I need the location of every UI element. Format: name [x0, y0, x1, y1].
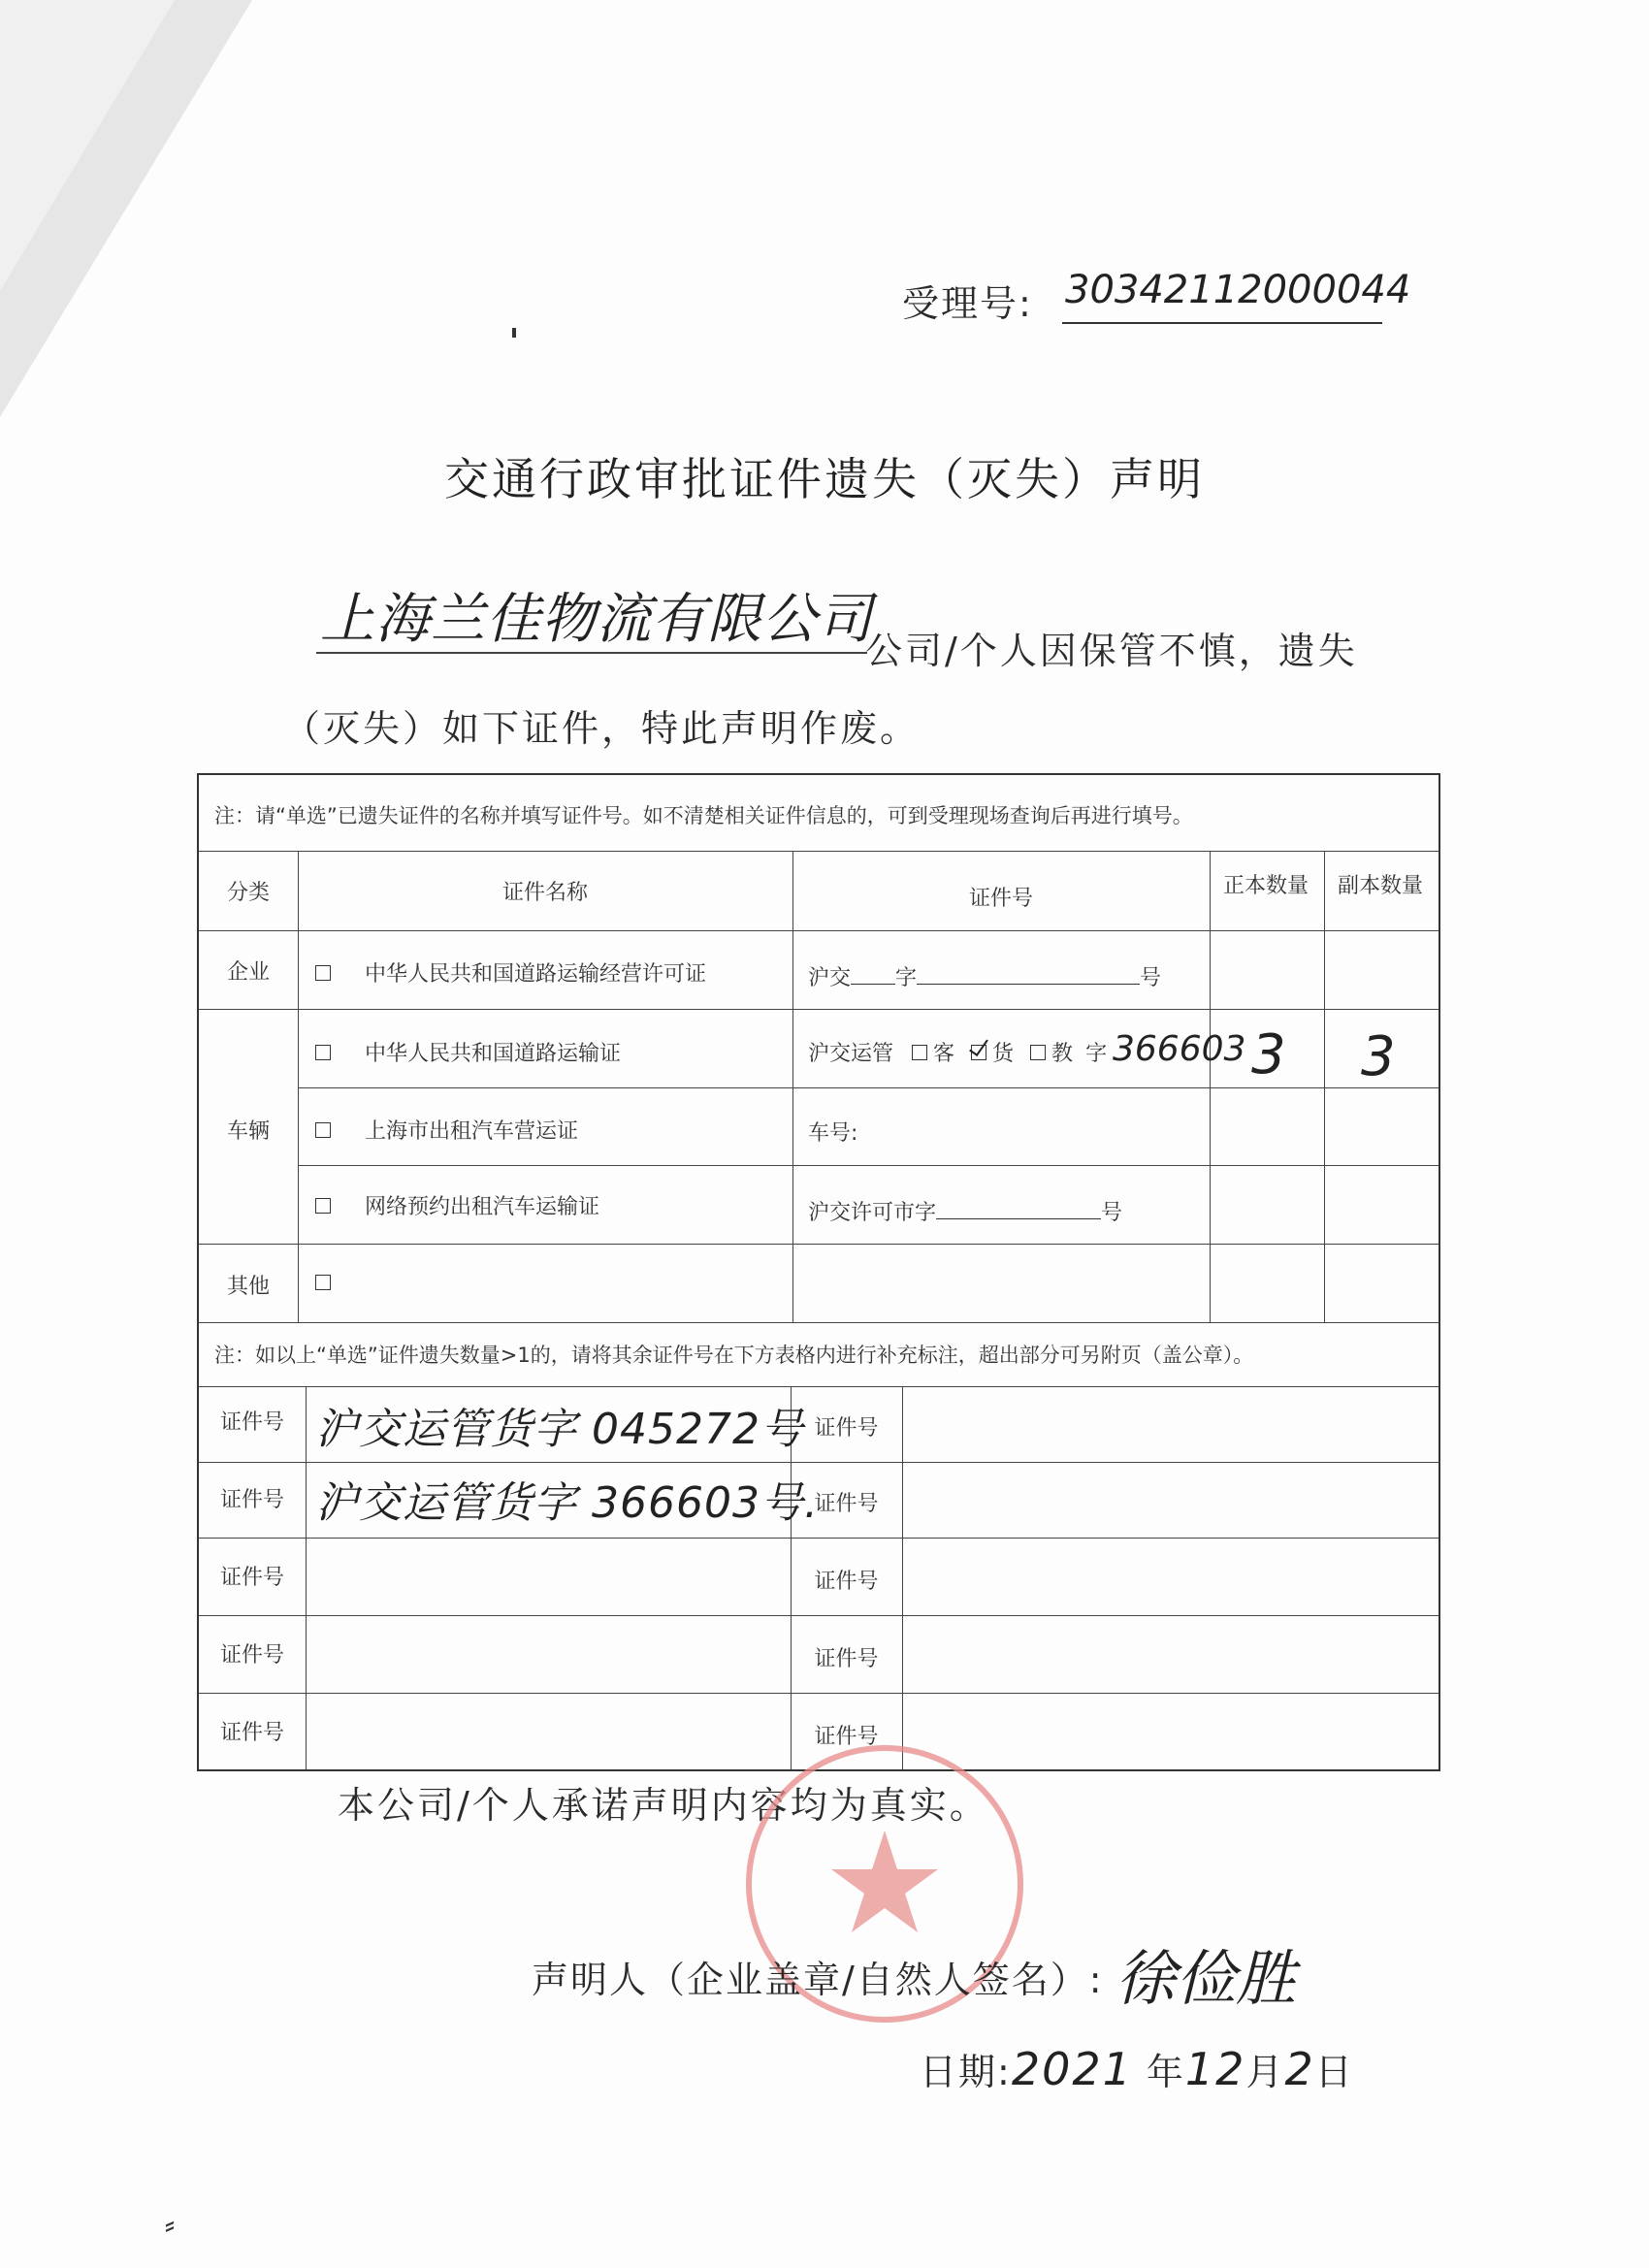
- header-copy-qty: 副本数量: [1337, 874, 1423, 898]
- note-bottom: 注：如以上“单选”证件遗失数量>1的，请将其余证件号在下方表格内进行补充标注，超出部分可另附页（盖公章）。: [214, 1344, 1254, 1367]
- vehicle-2-cert-number: 车号:: [808, 1121, 858, 1146]
- certificate-table: [197, 773, 1440, 1771]
- vehicle-1-original-qty: 3: [1251, 1023, 1286, 1086]
- note-top: 注：请“单选”已遗失证件的名称并填写证件号。如不清楚相关证件信息的，可到受理现场查询后再进行填号。: [214, 804, 1193, 827]
- date-line: 日期:2021 年12月2日: [920, 2043, 1354, 2095]
- extra-label-4a: 证件号: [219, 1643, 284, 1668]
- extra-label-1b: 证件号: [814, 1416, 879, 1441]
- category-other: 其他: [226, 1275, 270, 1299]
- acceptance-number: 30342112000044: [1065, 268, 1411, 312]
- freight-checkbox[interactable]: [971, 1045, 986, 1060]
- enterprise-cert-number: 沪交 字 号: [808, 966, 1162, 990]
- acceptance-underline: [1062, 322, 1382, 324]
- other-checkbox[interactable]: [315, 1275, 331, 1290]
- scan-mark: ⸗: [165, 2208, 175, 2242]
- company-name-handwritten: 上海兰佳物流有限公司: [320, 588, 873, 651]
- extra-label-2a: 证件号: [219, 1488, 284, 1512]
- extra-label-5b: 证件号: [814, 1725, 879, 1749]
- statement-line2: （灭失）如下证件，特此声明作废。: [283, 707, 921, 750]
- extra-entry-1: 沪交运管货字 045272号: [315, 1405, 804, 1454]
- extra-label-3a: 证件号: [219, 1566, 284, 1590]
- page-fold-shadow-inner: [0, 0, 175, 291]
- vehicle-1-checkbox[interactable]: [315, 1045, 331, 1060]
- vehicle-3-cert-name: 网络预约出租汽车运输证: [365, 1195, 600, 1219]
- extra-entry-2: 沪交运管货字 366603号.: [315, 1478, 819, 1528]
- extra-label-5a: 证件号: [219, 1721, 284, 1745]
- vehicle-3-cert-number: 沪交许可市字 号: [808, 1201, 1123, 1225]
- header-cert-name: 证件名称: [501, 881, 588, 905]
- date-year: 2021: [1011, 2043, 1133, 2095]
- enterprise-checkbox[interactable]: [315, 965, 331, 981]
- declarant-signature: 徐俭胜: [1116, 1943, 1297, 2014]
- vehicle-1-copy-qty: 3: [1361, 1025, 1396, 1088]
- category-vehicle: 车辆: [226, 1119, 270, 1144]
- other-cert-option[interactable]: [315, 1272, 337, 1296]
- enterprise-cert-option[interactable]: [315, 957, 706, 988]
- page-title: 交通行政审批证件遗失（灭失）声明: [444, 453, 1205, 505]
- passenger-checkbox[interactable]: [912, 1045, 927, 1060]
- vehicle-cert-option-3[interactable]: [315, 1190, 599, 1220]
- scan-speck: [512, 328, 516, 338]
- date-label: 日期:: [920, 2051, 1012, 2093]
- header-category: 分类: [226, 881, 270, 905]
- date-month: 12: [1184, 2043, 1246, 2095]
- vehicle-2-cert-name: 上海市出租汽车营运证: [365, 1119, 579, 1144]
- vehicle-1-cert-name: 中华人民共和国道路运输证: [365, 1042, 622, 1066]
- vehicle-1-cert-number: 沪交运管 客 货 教 字: [808, 1042, 1108, 1066]
- extra-label-4b: 证件号: [814, 1647, 879, 1671]
- header-original-qty: 正本数量: [1222, 874, 1309, 898]
- vehicle-3-checkbox[interactable]: [315, 1198, 331, 1214]
- header-cert-no: 证件号: [968, 887, 1033, 911]
- extra-label-2b: 证件号: [814, 1492, 879, 1516]
- date-day: 2: [1284, 2043, 1315, 2095]
- vehicle-cert-option-1[interactable]: [315, 1037, 621, 1067]
- vehicle-cert-option-2[interactable]: [315, 1115, 578, 1145]
- vehicle-2-checkbox[interactable]: [315, 1122, 331, 1138]
- acceptance-label: 受理号:: [902, 282, 1033, 325]
- commitment-text: 本公司/个人承诺声明内容均为真实。: [338, 1784, 989, 1827]
- vehicle-1-filled-number: 366603: [1113, 1029, 1246, 1069]
- statement-line1: 公司/个人因保管不慎，遗失: [865, 630, 1358, 672]
- training-checkbox[interactable]: [1030, 1045, 1046, 1060]
- enterprise-cert-name: 中华人民共和国道路运输经营许可证: [365, 962, 707, 987]
- extra-label-1a: 证件号: [219, 1410, 284, 1435]
- extra-label-3b: 证件号: [814, 1570, 879, 1594]
- declarant-label: 声明人（企业盖章/自然人签名）:: [532, 1959, 1104, 2001]
- category-enterprise: 企业: [226, 960, 270, 985]
- company-underline: [316, 652, 867, 654]
